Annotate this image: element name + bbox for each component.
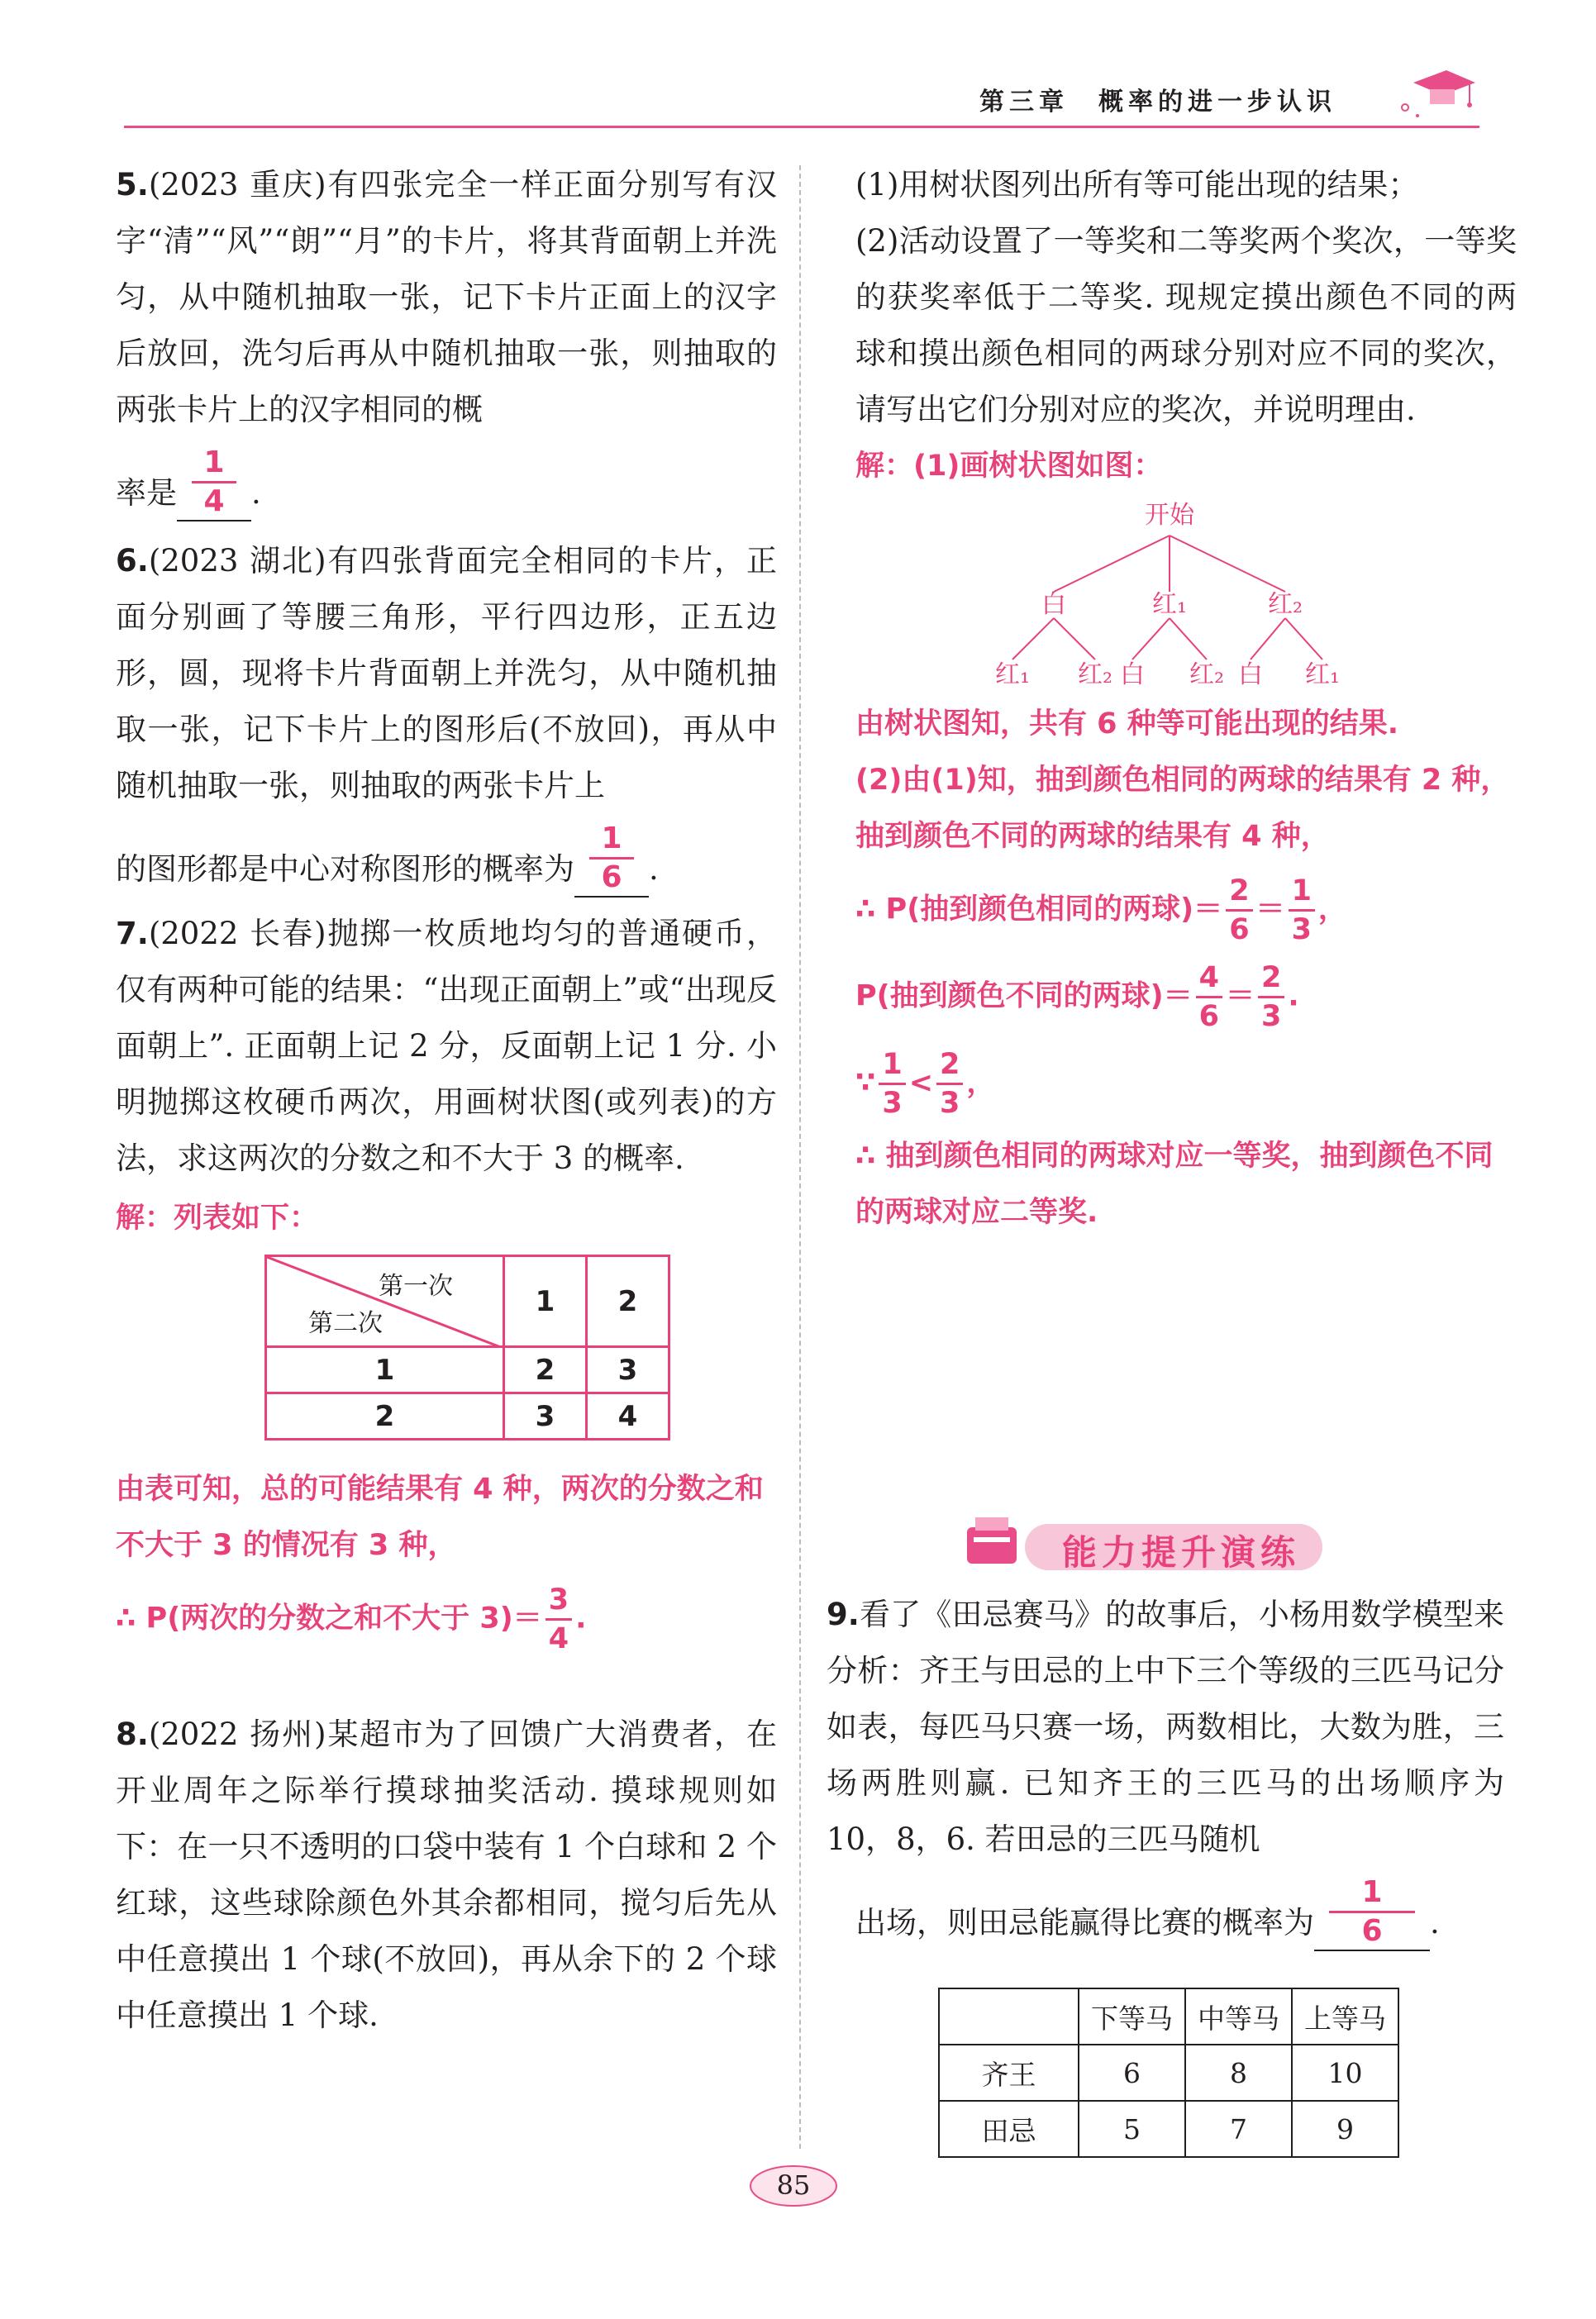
fraction-denominator: 3 — [1261, 1000, 1282, 1033]
fraction-denominator: 6 — [1198, 1000, 1220, 1033]
solution-probability-different: P(抽到颜色不同的两球)＝ $\frac{4}{6}$ ＝ $\frac{2}{3}$ . — [855, 961, 1299, 1033]
answer-denominator: 4 — [177, 483, 251, 521]
period: . — [251, 475, 261, 511]
tree-leaf: 红₁ — [994, 660, 1031, 689]
tree-leaf: 白 — [1238, 660, 1263, 689]
answer-numerator: 1 — [589, 821, 634, 860]
fraction-numerator: 4 — [1196, 960, 1222, 998]
table-corner — [266, 1256, 504, 1347]
tree-node: 红₂ — [1267, 590, 1303, 619]
table-cell: 5 — [1079, 2101, 1185, 2157]
corner-top-label: 第一次 — [379, 1272, 453, 1301]
fraction — [1196, 960, 1222, 1035]
solution-conclusion: ∴ 抽到颜色相同的两球对应一等奖，抽到颜色不同的两球对应二等奖. — [855, 1140, 1494, 1229]
answer-blank — [177, 445, 251, 521]
column-divider — [799, 165, 801, 2149]
page-number: 85 — [776, 2169, 811, 2201]
col-header: 2 — [587, 1256, 669, 1347]
question-6 — [116, 533, 777, 898]
graduation-cap-icon — [1397, 58, 1479, 124]
question-number: 9. — [827, 1597, 860, 1632]
fraction-denominator: 6 — [1229, 913, 1250, 946]
col-header: 1 — [504, 1256, 587, 1347]
solution-text: P(抽到颜色不同的两球)＝ — [855, 979, 1193, 1013]
fraction-denominator: 4 — [548, 1622, 569, 1655]
fraction-numerator: 1 — [879, 1046, 905, 1085]
answer-denominator: 6 — [1314, 1913, 1430, 1951]
subquestion-2: (2)活动设置了一等奖和二等奖两个奖次，一等奖的获奖率低于二等奖. 现规定摸出颜色不同的两球和摸出颜色相同的两球分别对应不同的奖次，请写出它们分别对应的奖次，并说明理由. — [855, 223, 1517, 427]
section-title: 能力提升演练 — [1062, 1532, 1301, 1573]
score-table — [264, 1255, 670, 1440]
solution-line: 由树状图知，共有 6 种等可能出现的结果. — [855, 707, 1399, 740]
col-header: 上等马 — [1292, 1988, 1398, 2045]
solution-probability — [116, 1582, 777, 1657]
solution-line: (2)由(1)知，抽到颜色相同的两球的结果有 2 种，抽到颜色不同的两球的结果有 4 种， — [855, 764, 1510, 853]
fraction — [1258, 960, 1284, 1035]
table-corner — [939, 1988, 1079, 2045]
section-banner — [967, 1512, 1331, 1579]
tree-leaf: 白 — [1120, 660, 1145, 689]
question-text: (2023 湖北)有四张背面完全相同的卡片，正面分别画了等腰三角形，平行四边形，正五边形，圆，现将卡片背面朝上并洗匀，从中随机抽取一张，记下卡片上的图形后(不放回)，再从中随机抽取一张，则抽取的两张卡片上 — [116, 543, 777, 803]
period: . — [649, 851, 659, 887]
solution-intro: 解：列表如下： — [116, 1202, 319, 1235]
fraction — [545, 1582, 572, 1657]
answer-numerator: 1 — [1329, 1874, 1415, 1913]
solution-text: ∴ P(抽到颜色相同的两球)＝ — [855, 893, 1223, 926]
solution-probability-same: ∴ P(抽到颜色相同的两球)＝ $\frac{2}{6}$ ＝ $\frac{1}{3}$ ， — [855, 874, 1347, 946]
table-cell: 10 — [1292, 2045, 1398, 2101]
fraction — [936, 1046, 963, 1121]
question-number: 7. — [116, 916, 149, 951]
row-header: 田忌 — [939, 2101, 1079, 2157]
score-table-wrap — [116, 1246, 777, 1461]
period: . — [575, 1602, 587, 1636]
tree-node: 红₁ — [1151, 590, 1188, 619]
tree-leaf: 红₁ — [1304, 660, 1341, 689]
question-8 — [116, 1707, 777, 2044]
fraction-numerator: 1 — [1289, 873, 1315, 912]
question-number: 8. — [116, 1717, 149, 1752]
question-text: 看了《田忌赛马》的故事后，小杨用数学模型来分析：齐王与田忌的上中下三个等级的三匹马记分如表，每匹马只赛一场，两数相比，大数为胜，三场两胜则赢. 已知齐王的三匹马的出场顺序为 10，8，6. 若田忌的三匹马随机 — [827, 1597, 1504, 1857]
corner-bottom-label: 第二次 — [308, 1309, 383, 1338]
comma: ， — [966, 1066, 996, 1100]
question-number: 5. — [116, 167, 149, 202]
table-cell: 8 — [1185, 2045, 1292, 2101]
table-cell: 6 — [1079, 2045, 1185, 2101]
comma: ， — [1317, 893, 1347, 926]
subquestion-1: (1)用树状图列出所有等可能出现的结果； — [855, 167, 1419, 202]
question-text-tail: 率是 — [116, 475, 177, 511]
fraction-denominator: 3 — [882, 1087, 903, 1120]
chapter-header: 第三章 概率的进一步认识 — [979, 88, 1336, 117]
col-header: 中等马 — [1185, 1988, 1292, 2045]
row-header: 齐王 — [939, 2045, 1079, 2101]
period: . — [1288, 979, 1299, 1013]
question-text-tail: 出场，则田忌能赢得比赛的概率为 — [855, 1905, 1314, 1940]
tree-node: 白 — [1041, 590, 1066, 619]
table-cell: 4 — [587, 1393, 669, 1440]
fraction-numerator: 2 — [1226, 873, 1252, 912]
fraction-denominator: 3 — [1291, 913, 1312, 946]
question-text: (2022 长春)抛掷一枚质地均匀的普通硬币，仅有两种可能的结果：“出现正面朝上”或“出现反面朝上”. 正面朝上记 2 分，反面朝上记 1 分. 小明抛掷这枚硬币两次，用画树状图(或列表)的方法，求这两次的分数之和不大于 3 的概率. — [116, 916, 777, 1176]
tree-leaf: 红₂ — [1077, 660, 1113, 689]
page-number-badge — [744, 2161, 843, 2211]
horse-score-table — [938, 1988, 1399, 2158]
solution-text: ∴ P(两次的分数之和不大于 3)＝ — [116, 1602, 542, 1636]
question-7 — [116, 906, 777, 1657]
solution-line: 由表可知，总的可能结果有 4 种，两次的分数之和不大于 3 的情况有 3 种， — [116, 1473, 764, 1562]
tree-root: 开始 — [1145, 501, 1194, 530]
tree-leaf: 红₂ — [1189, 660, 1225, 689]
answer-numerator: 1 — [192, 445, 236, 483]
question-text: (2023 重庆)有四张完全一样正面分别写有汉字“清”“风”“朗”“月”的卡片，将其背面朝上并洗匀，从中随机抽取一张，记下卡片正面上的汉字后放回，洗匀后再从中随机抽取一张，则抽取的两张卡片上的汉字相同的概 — [116, 167, 777, 427]
table-cell: 7 — [1185, 2101, 1292, 2157]
fraction-denominator: 3 — [940, 1087, 960, 1120]
fraction-numerator: 2 — [1258, 960, 1284, 998]
fraction-numerator: 2 — [936, 1046, 963, 1085]
col-header: 下等马 — [1079, 1988, 1185, 2045]
question-5 — [116, 157, 777, 521]
because-symbol: ∵ — [855, 1066, 876, 1100]
solution-comparison — [855, 1046, 1517, 1121]
row-header: 1 — [266, 1347, 504, 1393]
table-cell: 3 — [587, 1347, 669, 1393]
answer-blank — [574, 821, 649, 898]
table-cell: 2 — [504, 1347, 587, 1393]
table-cell: 3 — [504, 1393, 587, 1440]
solution-intro: 解：(1)画树状图如图： — [855, 450, 1163, 483]
fraction — [1289, 873, 1315, 948]
question-number: 6. — [116, 543, 149, 579]
answer-denominator: 6 — [574, 860, 649, 898]
row-header: 2 — [266, 1393, 504, 1440]
header-rule — [124, 126, 1479, 128]
left-column — [116, 157, 777, 2044]
tree-diagram — [855, 494, 1517, 693]
fraction — [1226, 873, 1252, 948]
question-9 — [827, 1587, 1504, 1951]
less-than: < — [908, 1066, 934, 1100]
question-text-tail: 的图形都是中心对称图形的概率为 — [116, 851, 574, 887]
fraction-numerator: 3 — [545, 1582, 572, 1621]
answer-blank — [1314, 1874, 1430, 1951]
question-text: (2022 扬州)某超市为了回馈广大消费者，在开业周年之际举行摸球抽奖活动. 摸球规则如下：在一只不透明的口袋中装有 1 个白球和 2 个红球，这些球除颜色外其余都相同，搅匀后先从中任意摸出 1 个球(不放回)，再从余下的 2 个球中任意摸出 1 个球. — [116, 1717, 777, 2033]
fraction — [879, 1046, 905, 1121]
right-column — [855, 157, 1517, 1240]
period: . — [1430, 1905, 1440, 1940]
table-cell: 9 — [1292, 2101, 1398, 2157]
